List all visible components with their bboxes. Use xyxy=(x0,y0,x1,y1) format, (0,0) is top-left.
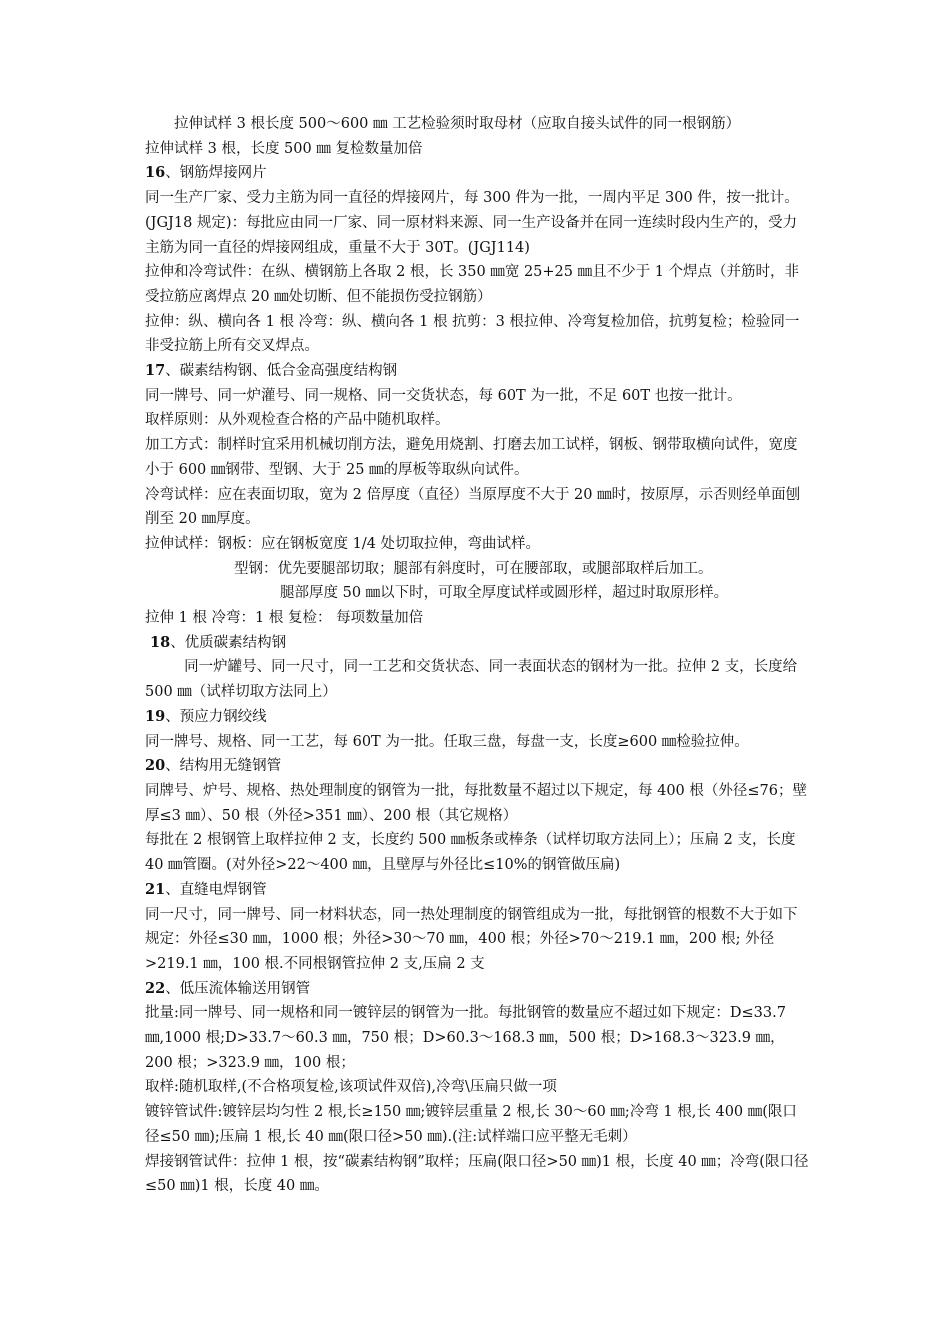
paragraph xyxy=(145,310,810,359)
section-heading xyxy=(145,754,810,779)
section-number: 18 xyxy=(150,633,171,651)
paragraph xyxy=(145,903,810,977)
section-title: 、直缝电焊钢管 xyxy=(165,881,267,898)
section-heading xyxy=(145,878,810,903)
paragraph-text: 拉伸试样：钢板：应在钢板宽度 1/4 处切取拉伸，弯曲试样。 xyxy=(145,535,541,552)
paragraph-text: 加工方式：制样时宜采用机械切削方法，避免用烧割、打磨去加工试样，钢板、钢带取横向试件，宽度小于 600 ㎜钢带、型钢、大于 25 ㎜的厚板等取纵向试件。 xyxy=(145,437,798,478)
section-number: 21 xyxy=(145,880,166,898)
section-number: 19 xyxy=(145,707,166,725)
section-heading xyxy=(145,705,810,730)
paragraph-text: 冷弯试样：应在表面切取，宽为 2 倍厚度（直径）当原厚度不大于 20 ㎜时，按原厚，示否则经单面刨削至 20 ㎜厚度。 xyxy=(145,486,801,528)
paragraph xyxy=(145,112,810,137)
section-title: 、结构用无缝钢管 xyxy=(165,758,282,775)
paragraph xyxy=(145,655,810,704)
paragraph-text: 同一牌号、同一炉灌号、同一规格、同一交货状态，每 60T 为一批，不足 60T 也按一批计。 xyxy=(145,387,742,404)
section-number: 16 xyxy=(145,164,166,182)
section-title: 、钢筋焊接网片 xyxy=(165,165,267,182)
paragraph-text: 拉伸和冷弯试件：在纵、横钢筋上各取 2 根，长 350 ㎜宽 25+25 ㎜且不少于 1 个焊点（并筋时，非受拉筋应离焊点 20 ㎜处切断、但不能损伤受拉钢筋） xyxy=(145,264,800,305)
paragraph-text: 型钢：优先要腿部切取；腿部有斜度时，可在腰部取，或腿部取样后加工。 xyxy=(234,560,713,577)
paragraph xyxy=(145,384,810,409)
paragraph-text: 同一生产厂家、受力主筋为同一直径的焊接网片，每 300 件为一批，一周内平足 300 件，按一批计。(JGJ18 规定)：每批应由同一厂家、同一原材料来源、同一生产设备并在同一连续时段内生产的，受力主筋为同一直径的焊接网组成，重量不大于 30T。(JGJ114) xyxy=(145,190,799,256)
paragraph-text: 批量:同一牌号、同一规格和同一镀锌层的钢管为一批。每批钢管的数量应不超过如下规定：D≤33.7 ㎜,1000 根;D>33.7～60.3 ㎜，750 根；D>60.3～168.3 ㎜，500 根；D>168.3～323.9 ㎜，200 根；>323.9 ㎜，100 根； xyxy=(145,1005,786,1071)
section-title: 、预应力钢绞线 xyxy=(165,708,267,725)
paragraph xyxy=(145,483,810,532)
paragraph xyxy=(145,606,810,631)
paragraph-text: 拉伸试样 3 根，长度 500 ㎜ 复检数量加倍 xyxy=(145,140,423,157)
section-number: 20 xyxy=(145,757,166,775)
paragraph-text: 腿部厚度 50 ㎜以下时，可取全厚度试样或圆形样，超过时取原形样。 xyxy=(280,585,729,602)
paragraph xyxy=(145,1075,810,1100)
section-heading xyxy=(145,977,810,1002)
section-heading xyxy=(145,359,810,384)
section-title: 、优质碳素结构钢 xyxy=(170,634,287,651)
section-heading xyxy=(145,161,810,186)
paragraph xyxy=(145,137,810,162)
section-heading xyxy=(145,631,810,656)
paragraph-text: 同牌号、炉号、规格、热处理制度的钢管为一批，每批数量不超过以下规定，每 400 根（外径≤76；壁厚≤3 ㎜）、50 根（外径>351 ㎜）、200 根（其它规格） xyxy=(145,782,807,824)
section-title: 、碳素结构钢、低合金高强度结构钢 xyxy=(165,363,398,380)
section-title: 、低压流体输送用钢管 xyxy=(165,980,311,997)
paragraph xyxy=(145,1100,810,1149)
paragraph xyxy=(145,532,810,557)
paragraph xyxy=(145,730,810,755)
paragraph-text: 拉伸：纵、横向各 1 根 冷弯：纵、横向各 1 根 抗剪：3 根拉伸、冷弯复检加倍，抗剪复检；检验同一非受拉筋上所有交叉焊点。 xyxy=(145,313,800,355)
paragraph xyxy=(145,433,810,482)
paragraph-text: 每批在 2 根钢管上取样拉伸 2 支，长度约 500 ㎜板条或棒条（试样切取方法同上）；压扁 2 支，长度 40 ㎜管圈。(对外径>22～400 ㎜，且壁厚与外径比≤10%的钢管做压扁) xyxy=(145,832,796,874)
section-number: 22 xyxy=(145,979,166,997)
paragraph-text: 取样:随机取样,(不合格项复检,该项试件双倍),冷弯\压扁只做一项 xyxy=(145,1079,557,1096)
paragraph xyxy=(145,779,810,828)
paragraph xyxy=(145,557,810,582)
paragraph xyxy=(145,828,810,877)
paragraph xyxy=(145,1001,810,1075)
paragraph xyxy=(145,581,810,606)
paragraph-text: 同一尺寸，同一牌号、同一材料状态，同一热处理制度的钢管组成为一批，每批钢管的根数不大于如下规定：外径≤30 ㎜，1000 根；外径>30～70 ㎜，400 根；外径>70～219.1 ㎜，200 根; 外径>219.1 ㎜，100 根.不同根钢管拉伸 2 支,压扁 2 支 xyxy=(145,906,798,972)
document-body xyxy=(145,112,810,1199)
paragraph xyxy=(145,260,810,309)
paragraph xyxy=(145,1150,810,1199)
paragraph-text: 取样原则：从外观检查合格的产品中随机取样。 xyxy=(145,412,450,429)
paragraph-text: 焊接钢管试件：拉伸 1 根，按“碳素结构钢”取样；压扁(限口径>50 ㎜)1 根，长度 40 ㎜；冷弯(限口径≤50 ㎜)1 根，长度 40 ㎜。 xyxy=(145,1153,809,1195)
paragraph xyxy=(145,408,810,433)
paragraph-text: 拉伸试样 3 根长度 500～600 ㎜ 工艺检验须时取母材（应取自接头试件的同一根钢筋） xyxy=(174,116,741,132)
paragraph-text: 镀锌管试件:镀锌层均匀性 2 根,长≥150 ㎜;镀锌层重量 2 根,长 30～60 ㎜;冷弯 1 根,长 400 ㎜(限口径≤50 ㎜);压扁 1 根,长 40 ㎜(限口径>50 ㎜).(注:试样端口应平整无毛刺） xyxy=(145,1104,797,1145)
section-number: 17 xyxy=(145,362,166,380)
paragraph-text: 同一牌号、规格、同一工艺，每 60T 为一批。任取三盘，每盘一支，长度≥600 ㎜检验拉伸。 xyxy=(145,733,749,750)
paragraph-text: 同一炉罐号、同一尺寸，同一工艺和交货状态、同一表面状态的钢材为一批。拉伸 2 支，长度给 500 ㎜（试样切取方法同上） xyxy=(145,659,798,701)
paragraph xyxy=(145,186,810,260)
paragraph-text: 拉伸 1 根 冷弯：1 根 复检： 每项数量加倍 xyxy=(145,610,424,627)
